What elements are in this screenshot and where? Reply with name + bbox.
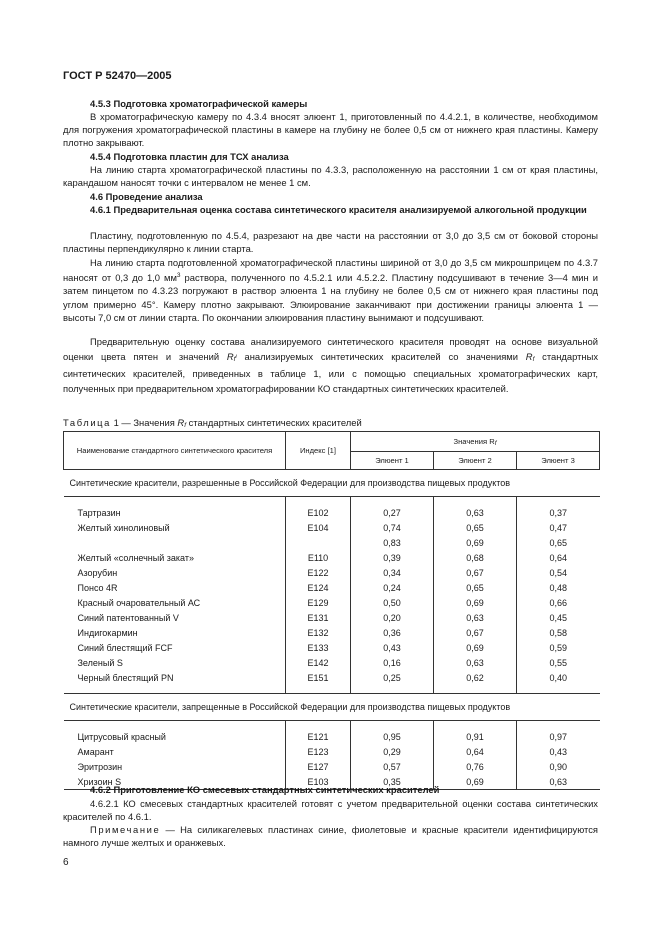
column-header-values: Значения Rf [351, 432, 600, 452]
column-header-eluent-2: Элюент 2 [434, 452, 517, 470]
rf-values-table [63, 431, 600, 790]
eluent-3-cell: 0,59 [517, 640, 600, 655]
eluent-1-cell: 0,16 [351, 655, 434, 670]
dye-name-cell: Индигокармин [77, 627, 138, 638]
eluent-1-cell: 0,83 [351, 535, 434, 550]
table-row [64, 595, 600, 610]
eluent-3-cell: 0,37 [517, 505, 600, 520]
eluent-1-cell: 0,20 [351, 610, 434, 625]
paragraph-4-6-2-1: 4.6.2.1 КО смесевых стандартных красителей готовят с учетом предварительной оценки состава синтетических красителей по 4.6.1. [63, 798, 598, 823]
dye-name-cell: Зеленый S [77, 657, 123, 668]
table-row [64, 565, 600, 580]
eluent-1-cell: 0,36 [351, 625, 434, 640]
eluent-2-cell: 0,65 [434, 580, 517, 595]
eluent-3-cell: 0,55 [517, 655, 600, 670]
paragraph-4-6-1-plate: Пластину, подготовленную по 4.5.4, разрезают на две части на расстоянии от 3,0 до 3,5 см от боковой стороны пластины перпендикулярно к линии старта. [63, 230, 598, 255]
eluent-1-cell: 0,43 [351, 640, 434, 655]
heading-4-6-2: 4.6.2 Приготовление КО смесевых стандартных синтетических красителей [90, 784, 440, 795]
column-header-name: Наименование стандартного синтетического красителя [64, 432, 286, 470]
index-cell [286, 535, 351, 550]
index-cell: E123 [286, 744, 351, 759]
dye-name-cell [64, 535, 286, 550]
table-row [64, 520, 600, 535]
table-row [64, 640, 600, 655]
table-row [64, 625, 600, 640]
eluent-3-cell: 0,45 [517, 610, 600, 625]
eluent-2-cell: 0,69 [434, 535, 517, 550]
eluent-1-cell: 0,95 [351, 729, 434, 744]
eluent-3-cell: 0,58 [517, 625, 600, 640]
paragraph-4-5-4: На линию старта хроматографической пластины по 4.3.3, расположенную на расстоянии 1 см от края пластины, карандашом наносят точки с интервалом не менее 1 см. [63, 164, 598, 189]
section-permitted: Синтетические красители, разрешенные в Российской Федерации для производства пищевых продуктов [64, 470, 600, 497]
dye-name-cell: Понсо 4R [77, 582, 118, 593]
prohibited-rows [64, 729, 600, 790]
eluent-1-cell: 0,24 [351, 580, 434, 595]
note: Примечание — На силикагелевых пластинах синие, фиолетовые и красные красители идентифицируются намного лучше желтых и оранжевых. [63, 824, 598, 849]
table-row [64, 655, 600, 670]
dye-name-cell: Красный очаровательный АС [77, 597, 201, 608]
eluent-3-cell: 0,47 [517, 520, 600, 535]
table-row [64, 580, 600, 595]
eluent-1-cell: 0,50 [351, 595, 434, 610]
table-row [64, 744, 600, 759]
eluent-1-cell: 0,57 [351, 759, 434, 774]
heading-4-5-4: 4.5.4 Подготовка пластин для ТСХ анализа [90, 151, 289, 162]
index-cell: E121 [286, 729, 351, 744]
eluent-2-cell: 0,62 [434, 670, 517, 685]
index-cell: E151 [286, 670, 351, 685]
eluent-2-cell: 0,67 [434, 625, 517, 640]
dye-name-cell: Синий патентованный V [77, 612, 179, 623]
column-header-index: Индекс [1] [286, 432, 351, 470]
index-cell: E133 [286, 640, 351, 655]
index-cell: E142 [286, 655, 351, 670]
table-row [64, 535, 600, 550]
eluent-2-cell: 0,76 [434, 759, 517, 774]
table-row [64, 505, 600, 520]
index-cell: E122 [286, 565, 351, 580]
dye-name-cell: Тартразин [77, 507, 121, 518]
paragraph-4-5-3: В хроматографическую камеру по 4.3.4 вносят элюент 1, приготовленный по 4.4.2.1, в количестве, необходимом для погружения хроматографической пластины в камере на глубину не более 0,5 см от нижнего края пластины. Камеру плотно закрывают. [63, 111, 598, 149]
index-cell: E124 [286, 580, 351, 595]
eluent-3-cell: 0,90 [517, 759, 600, 774]
eluent-3-cell: 0,48 [517, 580, 600, 595]
eluent-1-cell: 0,25 [351, 670, 434, 685]
dye-name-cell: Цитрусовый красный [77, 731, 166, 742]
eluent-3-cell: 0,40 [517, 670, 600, 685]
eluent-3-cell: 0,63 [517, 774, 600, 790]
eluent-3-cell: 0,54 [517, 565, 600, 580]
eluent-2-cell: 0,69 [434, 595, 517, 610]
table-row [64, 759, 600, 774]
index-cell: E104 [286, 520, 351, 535]
dye-name-cell: Желтый «солнечный закат» [77, 552, 194, 563]
eluent-1-cell: 0,35 [351, 774, 434, 790]
section-prohibited: Синтетические красители, запрещенные в Российской Федерации для производства пищевых продуктов [64, 694, 600, 721]
heading-4-5-3: 4.5.3 Подготовка хроматографической камеры [90, 98, 308, 109]
dye-name-cell: Синий блестящий FCF [77, 642, 173, 653]
index-cell: E132 [286, 625, 351, 640]
eluent-2-cell: 0,65 [434, 520, 517, 535]
eluent-2-cell: 0,63 [434, 610, 517, 625]
eluent-2-cell: 0,63 [434, 655, 517, 670]
dye-name-cell: Амарант [77, 746, 114, 757]
document-header: ГОСТ Р 52470—2005 [63, 70, 172, 82]
eluent-2-cell: 0,91 [434, 729, 517, 744]
dye-name-cell: Черный блестящий PN [77, 672, 174, 683]
dye-name-cell: Хризоин S [77, 776, 122, 787]
eluent-2-cell: 0,67 [434, 565, 517, 580]
eluent-2-cell: 0,69 [434, 774, 517, 790]
index-cell: E127 [286, 759, 351, 774]
dye-name-cell: Азорубин [77, 567, 118, 578]
paragraph-4-6-1-assessment: Предварительную оценку состава анализируемого синтетического красителя проводят на основе визуальной оценки цвета пятен и значений Rf$^i$ анализируемых синтетических красителей со значениями Rf стандартных синтетических красителей, приведенных в таблице 1, или с помощью специальных хроматографических карт, полученных при предварительном хроматографировании КО стандартных синтетических красителей. [63, 336, 599, 394]
eluent-3-cell: 0,64 [517, 550, 600, 565]
eluent-3-cell: 0,43 [517, 744, 600, 759]
heading-4-6-1: 4.6.1 Предварительная оценка состава синтетического красителя анализируемой алкогольной продукции [90, 204, 587, 215]
eluent-1-cell: 0,34 [351, 565, 434, 580]
index-cell: E103 [286, 774, 351, 790]
dye-name-cell: Желтый хинолиновый [77, 522, 170, 533]
permitted-rows [64, 505, 600, 685]
table-row [64, 550, 600, 565]
eluent-3-cell: 0,65 [517, 535, 600, 550]
eluent-3-cell: 0,97 [517, 729, 600, 744]
page-number: 6 [63, 857, 69, 868]
eluent-1-cell: 0,39 [351, 550, 434, 565]
eluent-2-cell: 0,63 [434, 505, 517, 520]
eluent-1-cell: 0,27 [351, 505, 434, 520]
table-row [64, 670, 600, 685]
index-cell: E129 [286, 595, 351, 610]
table-row [64, 610, 600, 625]
eluent-1-cell: 0,29 [351, 744, 434, 759]
dye-name-cell: Эритрозин [77, 761, 123, 772]
heading-4-6: 4.6 Проведение анализа [90, 191, 203, 202]
eluent-1-cell: 0,74 [351, 520, 434, 535]
eluent-2-cell: 0,69 [434, 640, 517, 655]
index-cell: E110 [286, 550, 351, 565]
index-cell: E131 [286, 610, 351, 625]
eluent-2-cell: 0,64 [434, 744, 517, 759]
table-caption: Таблица 1 — Значения Rf стандартных синтетических красителей [63, 417, 362, 429]
eluent-3-cell: 0,66 [517, 595, 600, 610]
column-header-eluent-3: Элюент 3 [517, 452, 600, 470]
index-cell: E102 [286, 505, 351, 520]
paragraph-4-6-1-procedure: На линию старта подготовленной хроматографической пластины шириной от 3,0 до 3,5 см микрошприцем по 4.3.7 наносят от 0,3 до 1,0 $мм^3$ раствора, полученного по 4.5.2.1 или 4.5.2.2. Пластину подсушивают в течение 3—4 мин и затем пинцетом по 4.3.23 погружают в раствор элюента 1 на глубину не более 0,5 см от нижнего края пластины под углом примерно 45°. Камеру плотно закрывают. Элюирование заканчивают при достижении границы элюента 1 — высоты 7,0 см от линии старта. По окончании элюирования пластину вынимают и подсушивают. [63, 257, 598, 323]
column-header-eluent-1: Элюент 1 [351, 452, 434, 470]
eluent-2-cell: 0,68 [434, 550, 517, 565]
table-row [64, 729, 600, 744]
